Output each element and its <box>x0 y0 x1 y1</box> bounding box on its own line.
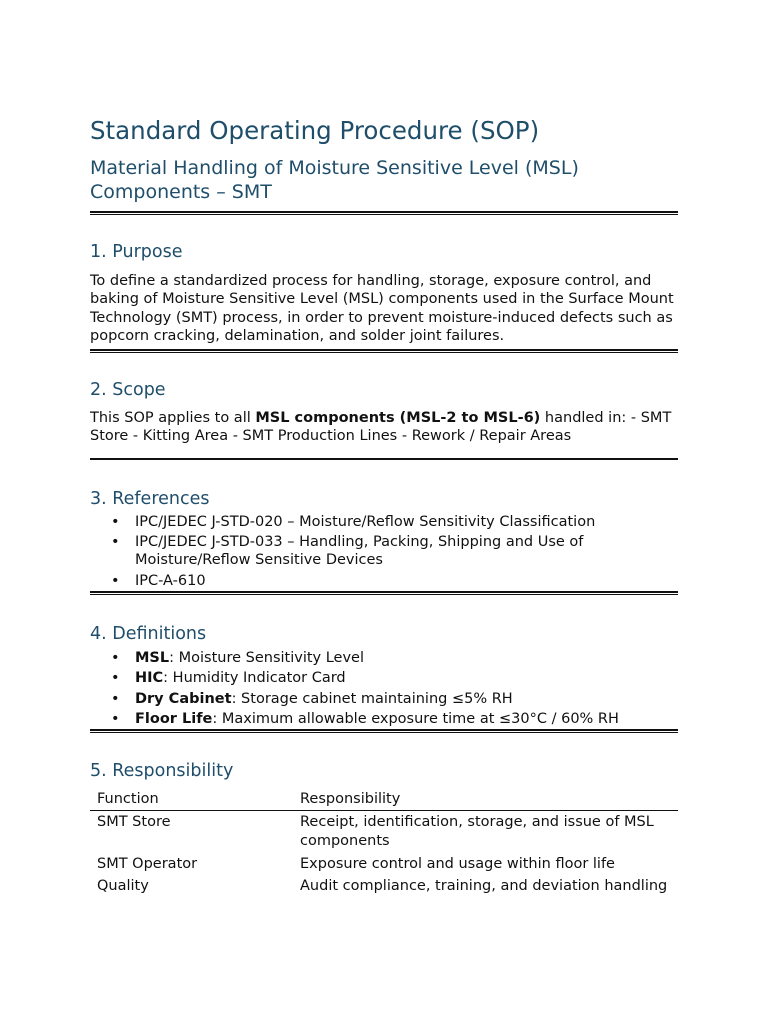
purpose-text: To define a standardized process for handling, storage, exposure control, and baking of Moisture Sensitive Level (MSL) components used in the Surface Mount Technology (SMT) process, in order to prevent moisture-induced defects such as popcorn cracking, delamination, and solder joint failures. <box>90 273 674 344</box>
section-divider <box>90 211 678 215</box>
definition-term: MSL <box>135 649 170 666</box>
responsibility-table <box>90 790 678 900</box>
definition-term: HIC <box>135 670 164 687</box>
bullet-icon: • <box>111 649 120 666</box>
document-subtitle: Material Handling of Moisture Sensitive Level (MSL) Components – SMT <box>90 157 579 203</box>
table-row <box>90 855 678 878</box>
column-header: Function <box>97 791 159 808</box>
document-content <box>90 116 678 900</box>
table-header-row <box>90 790 678 811</box>
column-header: Responsibility <box>300 791 401 808</box>
document-title: Standard Operating Procedure (SOP) <box>90 116 540 145</box>
section-divider <box>90 349 678 353</box>
definition-term: Dry Cabinet <box>135 690 232 707</box>
bullet-icon: • <box>111 670 120 687</box>
scope-text-bold: MSL components (MSL-2 to MSL-6) <box>255 410 541 427</box>
reference-item: IPC/JEDEC J-STD-020 – Moisture/Reflow Sensitivity Classification <box>135 513 596 530</box>
section-divider <box>90 591 678 595</box>
scope-text-after: handled in: - SMT Store - Kitting Area - SMT Production Lines - Rework / Repair Areas <box>90 410 672 445</box>
references-heading: 3. References <box>90 488 210 509</box>
table-cell: Audit compliance, training, and deviation handling <box>300 878 668 895</box>
purpose-heading: 1. Purpose <box>90 242 183 262</box>
bullet-icon: • <box>111 534 120 551</box>
list-item <box>90 690 678 708</box>
bullet-icon: • <box>111 513 120 530</box>
table-cell: Exposure control and usage within floor life <box>300 855 615 872</box>
table-cell: Quality <box>97 878 149 895</box>
scope-heading: 2. Scope <box>90 380 166 401</box>
definition-desc: : Maximum allowable exposure time at ≤30°C / 60% RH <box>212 710 619 727</box>
responsibility-heading: 5. Responsibility <box>90 761 234 782</box>
bullet-icon: • <box>111 690 120 707</box>
table-row <box>90 811 678 855</box>
list-item <box>90 710 678 728</box>
definitions-heading: 4. Definitions <box>90 623 207 644</box>
definition-desc: : Moisture Sensitivity Level <box>169 649 365 666</box>
definitions-list <box>90 649 678 728</box>
list-item <box>90 669 678 687</box>
section-divider <box>90 458 678 460</box>
table-row <box>90 877 678 900</box>
definition-term: Floor Life <box>135 710 213 727</box>
list-item <box>90 572 678 590</box>
scope-text <box>90 409 678 446</box>
list-item <box>90 513 678 531</box>
bullet-icon: • <box>111 572 120 589</box>
table-cell: SMT Operator <box>97 855 198 872</box>
definition-desc: : Humidity Indicator Card <box>163 670 346 687</box>
reference-item: IPC/JEDEC J-STD-033 – Handling, Packing, Shipping and Use of Moisture/Reflow Sensitive Devices <box>135 534 584 569</box>
section-divider <box>90 729 678 733</box>
bullet-icon: • <box>111 710 120 727</box>
references-list <box>90 513 678 590</box>
reference-item: IPC-A-610 <box>135 572 206 589</box>
definition-desc: : Storage cabinet maintaining ≤5% RH <box>231 690 513 707</box>
table-cell: Receipt, identification, storage, and issue of MSL components <box>300 814 654 849</box>
scope-text-before: This SOP applies to all <box>90 410 256 427</box>
list-item <box>90 649 678 667</box>
list-item <box>90 533 678 570</box>
table-cell: SMT Store <box>97 814 171 831</box>
